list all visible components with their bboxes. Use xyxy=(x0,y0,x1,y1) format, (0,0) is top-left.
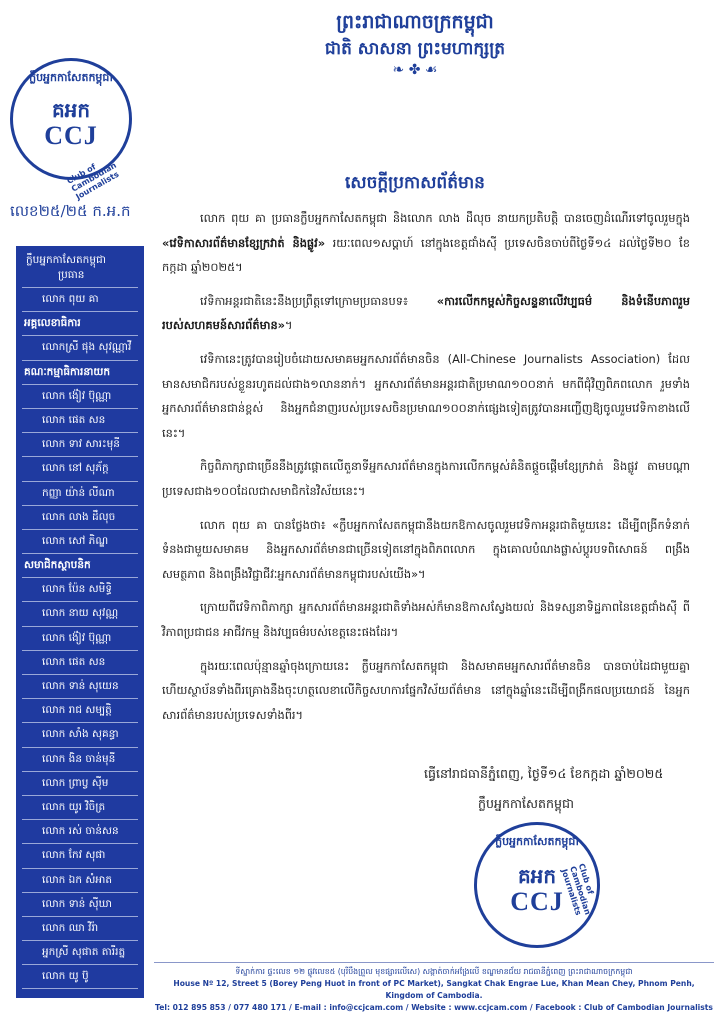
forum-theme: «ការលើកកម្ពស់កិច្ចសន្ទនាលើវប្បធម៌ និងទំនើបភាពរួមរបស់សហគមន៍សារព័ត៌មាន» xyxy=(162,293,690,333)
sidebar-member: លោក ព្រាប្វ ស៊ីម xyxy=(42,776,109,789)
stamp-top-text: ក្លឹបអ្នកកាសែតកម្ពុជា xyxy=(495,835,579,848)
sidebar-member: លោកស្រី ផុង សុវណ្ណាវី xyxy=(42,341,132,354)
kingdom-heading xyxy=(180,8,650,78)
paragraph-2: វេទិកាអន្តរជាតិនេះនឹងប្រព្រឹត្តទៅក្រោមប្រធានបទ៖ «ការលើកកម្ពស់កិច្ចសន្ទនាលើវប្បធម៌ និងទំនើបភាពរួមរបស់សហគមន៍សារព័ត៌មាន»។ xyxy=(162,293,690,333)
sidebar-member: លោក ទាវ សារះមុនី xyxy=(42,438,120,451)
paragraph-1: លោក ពុយ គា ប្រធានក្លឹបអ្នកកាសែតកម្ពុជា និងលោក លាង ដឹលុច នាយកប្រតិបត្តិ បានចេញដំណើរទៅចូលរួមក្នុង «វេទិកាសារព័ត៌មានខ្សែក្រវាត់ និងផ្លូវ» រយៈពេល១សប្តាហ៍ នៅក្នុងខេត្តជាំងស៊ី ប្រទេសចិនចាប់ពីថ្ងៃទី១៤ ដល់ថ្ងៃទី២០ ខែកក្កដា ឆ្នាំ២០២៥។ xyxy=(162,211,690,275)
sidebar-member: អ្នកស្រី សុផាត តារីរត្ន xyxy=(42,946,126,959)
sidebar-member: លោក យូរ វិចិត្រ xyxy=(42,800,106,813)
footer xyxy=(154,966,714,1014)
sidebar-member: លោក ឈា វិរ៉ា xyxy=(42,921,99,934)
sidebar-member: លោក នាយ សុវណ្ណ xyxy=(42,607,119,620)
paragraph-7: ក្នុងរយៈពេលប៉ុន្មានឆ្នាំចុងក្រោយនេះ ក្លឹបអ្នកកាសែតកម្ពុជា និងសមាគមអ្នកសារព័ត៌មានចិន បានចាប់ដៃជាមួយគ្នា ហើយស្ថាប័នទាំងពីរគ្រោងនឹងចុះហត្ថលេខាលើកិច្ចសហការផ្នែកវិស័យព័ត៌មាន នៅក្នុងឆ្នាំនេះដើម្បីពង្រីកផលប្រយោជន៍ នៃអ្នកសារព័ត៌មានរបស់ប្រទេសទាំងពីរ។ xyxy=(162,658,690,722)
ref-year: ២៥ xyxy=(65,202,88,220)
page-title: សេចក្តីប្រកាសព័ត៌មាន xyxy=(345,173,485,193)
sidebar-org: ក្លឹបអ្នកកាសែតកម្ពុជា xyxy=(26,254,106,266)
stamp-english-arc: Club of Cambodian Journalists xyxy=(559,862,596,917)
sidebar-member: លោក យូ ប៊ូ xyxy=(42,970,89,983)
sidebar-section-heading: សមាជិកស្ថាបនិក xyxy=(24,559,91,572)
sidebar-member: លោក ទាន់ ស៊ីឃា xyxy=(42,897,112,910)
footer-contact: Tel: 012 895 853 / 077 480 171 / E-mail : info@ccjcam.com / Website : www.ccjcam.com / Facebook : Club of Cambodian Journalists xyxy=(155,1003,713,1012)
reference-number: លេខ២៥/២៥ ក.អ.ក xyxy=(10,202,131,220)
logo-ccj-text: CCJ xyxy=(44,121,98,150)
sidebar-section-heading: អគ្គលេខាធិការ xyxy=(24,317,81,330)
sidebar-member: លោក រាជ សម្បត្តិ xyxy=(42,704,112,717)
footer-divider xyxy=(154,962,714,963)
sidebar-member: លោក សាំង សុគន្ធា xyxy=(42,728,119,741)
paragraph-6: ក្រោយពីវេទិកាពិភាក្សា អ្នកសារព័ត៌មានអន្តរជាតិទាំងអស់ក៏មានឱកាសស្វែងយល់ និងទស្សនាទិដ្ឋភាពនៃខេត្តជាំងស៊ី ពីវិភាពប្រជាជន អាជីវកម្ម និងវប្បធម៌របស់ខេត្តនេះផងដែរ។ xyxy=(162,600,690,639)
national-motto: ជាតិ សាសនា ព្រះមហាក្សត្រ xyxy=(324,39,506,59)
sidebar-member: លោក រស់ ចាន់សន xyxy=(42,825,119,838)
press-release-body xyxy=(162,206,690,736)
sidebar-divider xyxy=(22,988,138,989)
paragraph-3: វេទិកានេះត្រូវបានរៀបចំដោយសមាគមអ្នកសារព័ត៌មានចិន (All-Chinese Journalists Association) ដែលមានសមាជិករបស់ខ្លួនរហូតដល់ជាង១លាននាក់។ អ្នកសារព័ត៌មានអន្តរជាតិប្រមាណ១០០នាក់ មកពីជុំវិញពិភពលោក រួមទាំងអ្នកសារព័ត៌មានជាន់ខ្ពស់ និងអ្នកជំនាញរបស់ប្រទេសចិនប្រមាណ១០០នាក់ផ្សេងទៀតត្រូវបានអញ្ជើញឱ្យចូលរួមវេទិកាខាងលើនេះ។ xyxy=(162,351,690,440)
sidebar-member: លោក ឯក សំអាត xyxy=(42,873,112,886)
sidebar-member: លោក ង៉ៀវ ប៊ុណ្ណា xyxy=(42,631,112,644)
sidebar-member: លោក ប៉ែន សមិទ្ធិ xyxy=(42,583,112,596)
paragraph-4: កិច្ចពិភាក្សាជាច្រើននឹងត្រូវផ្តោតលើតួនាទីអ្នកសារព័ត៌មានក្នុងការលើកកម្ពស់គំនិតផ្តួចផ្តើមខ្សែក្រវាត់ និងផ្លូវ តាមបណ្តាប្រទេសជាង១០០ដែលជាសមាជិកនៃវិស័យនេះ។ xyxy=(162,459,690,498)
sidebar-member: លោក ទាន់ សុយេន xyxy=(42,680,119,692)
ref-suffix: ក.អ.ក xyxy=(92,202,131,220)
sidebar-president-label: ប្រធាន xyxy=(58,269,85,281)
signature-org: ក្លឹបអ្នកកាសែតកម្ពុជា xyxy=(478,796,574,811)
signature-block xyxy=(424,766,704,811)
sidebar-member: លោក ផេត សន xyxy=(42,655,106,668)
sidebar-member: លោក លាង ដឹលុច xyxy=(42,510,116,523)
sidebar-member: លោក ងិន ចាន់មុនី xyxy=(42,752,116,765)
ref-label: លេខ xyxy=(10,202,39,220)
footer-khmer-address: ទីស្នាក់ការ ផ្ទះលេខ ១២ ផ្លូវលេខ៥ (បុរីបឹងព្រួល មុខផ្សារលើសេ) សង្កាត់ចាក់អង្រែលើ ខណ្ឌមានជ័យ រាជធានីភ្នំពេញ ព្រះរាជាណាចក្រកម្ពុជា xyxy=(235,967,633,976)
stamp-ccj-text: CCJ xyxy=(510,887,564,916)
stamp-khmer-letters: គអក xyxy=(517,864,557,888)
sidebar-member: លោក កែវ សុផា xyxy=(42,849,106,862)
sidebar-section-heading: គណៈកម្មាធិការនាយក xyxy=(24,365,111,378)
logo-top-text: ក្លឹបអ្នកកាសែតកម្ពុជា xyxy=(29,71,113,84)
ccj-stamp xyxy=(474,822,600,948)
sidebar-list xyxy=(16,288,144,989)
logo-english-arc: Club of Cambodian Journalists xyxy=(65,160,121,202)
logo-khmer-letters: គអក xyxy=(51,98,91,122)
place-date: ធ្វើនៅរាជធានីភ្នំពេញ, ថ្ងៃទី១៤ ខែកក្កដា ឆ្នាំ២០២៥ xyxy=(424,766,664,781)
ref-number: ២៥ xyxy=(38,202,61,220)
sidebar-member: លោក នៅ សុភ័ក្ត xyxy=(42,462,109,475)
sidebar-member: លោក សៅ ភិណ្ឌ xyxy=(42,534,109,547)
sidebar-member: កញ្ញា យ៉ាន់ លីណា xyxy=(42,486,115,499)
ornament-divider: ❧ ✤ ☙ xyxy=(392,62,438,78)
sidebar-member: លោក ពុយ គា xyxy=(42,293,99,305)
forum-name: «វេទិកាសារព័ត៌មានខ្សែក្រវាត់ និងផ្លូវ» xyxy=(162,235,326,250)
member-sidebar xyxy=(16,246,144,998)
ccj-logo xyxy=(10,58,132,202)
footer-english-address: House Nº 12, Street 5 (Borey Peng Huot in front of PC Market), Sangkat Chak Engrae Lue, Khan Mean Chey, Phnom Penh, Kingdom of Cambodia. xyxy=(173,979,695,1000)
kingdom-title: ព្រះរាជាណាចក្រកម្ពុជា xyxy=(336,11,494,33)
sidebar-member: លោក ផេត សន xyxy=(42,413,106,426)
paragraph-5: លោក ពុយ គា បានថ្លែងថា៖ «ក្លឹបអ្នកកាសែតកម្ពុជានឹងយកឱកាសចូលរួមវេទិកាអន្តរជាតិមួយនេះ ដើម្បីពង្រីកទំនាក់ទំនងជាមួយសមាគម និងអ្នកសារព័ត៌មានជាច្រើនទៀតនៅក្នុងពិភពលោក ក្នុងគោលបំណងផ្លាស់ប្តូរបទពិសោធន៍ ពង្រឹងសមត្ថភាព និងពង្រឹងវិជ្ជាជីវៈអ្នកសារព័ត៌មានកម្ពុជារបស់យើង»។ xyxy=(162,517,690,581)
sidebar-member: លោក ង៉ៀវ ប៊ុណ្ណា xyxy=(42,389,112,402)
